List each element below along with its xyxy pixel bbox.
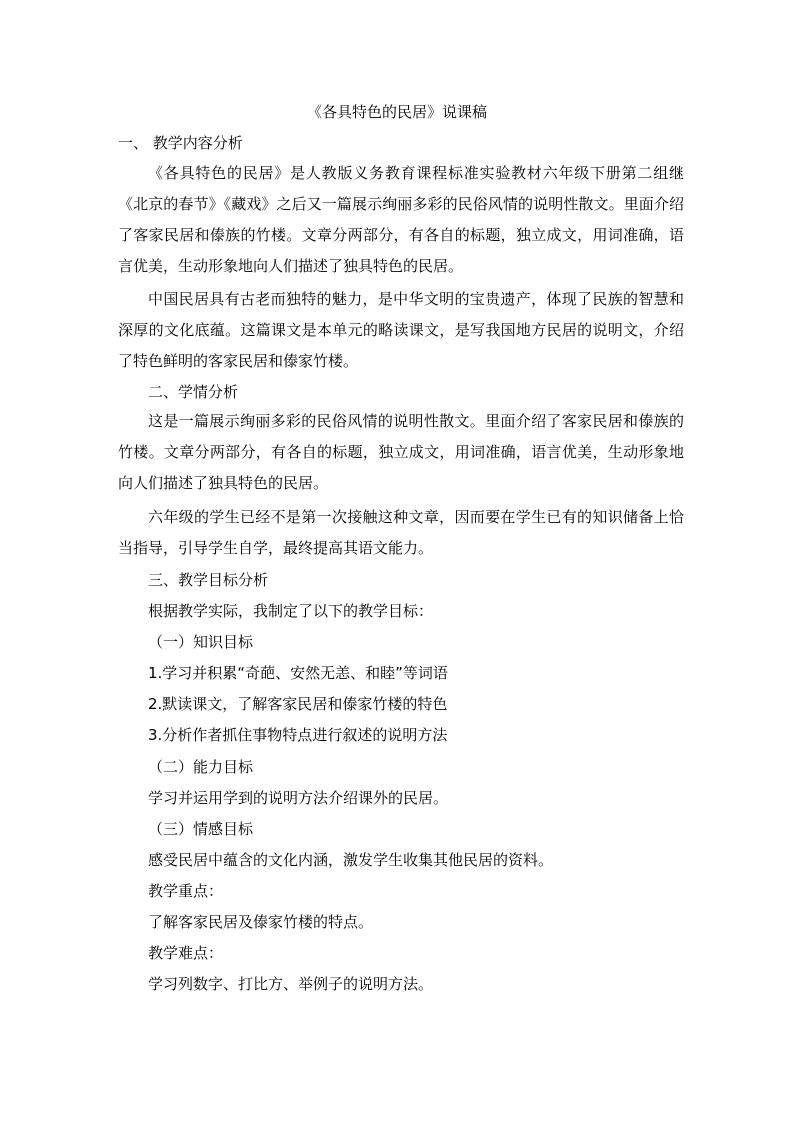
- paragraph-folk-houses: 中国民居具有古老而独特的魅力，是中华文明的宝贵遗产，体现了民族的智慧和深厚的文化底蕴。这篇课文是本单元的略读课文，是写我国地方民居的说明文，介绍了特色鲜明的客家民居和傣家竹楼。: [118, 290, 684, 370]
- paragraph-learner-1: 这是一篇展示绚丽多彩的民俗风情的说明性散文。里面介绍了客家民居和傣族的竹楼。文章分两部分，有各自的标题，独立成文，用词准确，语言优美，生动形象地向人们描述了独具特色的民居。: [118, 412, 684, 492]
- difficulty-label: 教学难点：: [148, 944, 224, 962]
- key-point-text: 了解客家民居及傣家竹楼的特点。: [148, 913, 374, 931]
- knowledge-goals-heading: （一）知识目标: [148, 633, 254, 651]
- knowledge-goal-item: 2.默读课文，了解客家民居和傣家竹楼的特色: [148, 695, 448, 713]
- ability-goals-heading: （二）能力目标: [148, 758, 254, 776]
- difficulty-text: 学习列数字、打比方、举例子的说明方法。: [148, 975, 434, 993]
- emotion-goal-text: 感受民居中蕴含的文化内涵，激发学生收集其他民居的资料。: [148, 851, 554, 869]
- knowledge-goal-item: 3.分析作者抓住事物特点进行叙述的说明方法: [148, 726, 448, 744]
- objectives-intro: 根据教学实际，我制定了以下的教学目标：: [148, 602, 434, 620]
- section-heading-learner-analysis: 二、学情分析: [148, 383, 239, 401]
- emotion-goals-heading: （三）情感目标: [148, 820, 254, 838]
- section-heading-content-analysis: 一、 教学内容分析: [118, 134, 243, 152]
- ability-goal-text: 学习并运用学到的说明方法介绍课外的民居。: [148, 789, 449, 807]
- document-title: 《各具特色的民居》说课稿: [306, 103, 487, 121]
- knowledge-goal-item: 1.学习并积累“奇葩、安然无恙、和睦”等词语: [148, 664, 448, 682]
- paragraph-learner-2: 六年级的学生已经不是第一次接触这种文章，因而要在学生已有的知识储备上恰当指导，引导学生自学，最终提高其语文能力。: [118, 508, 684, 557]
- key-point-label: 教学重点：: [148, 882, 224, 900]
- paragraph-intro: 《各具特色的民居》是人教版义务教育课程标准实验教材六年级下册第二组继《北京的春节》《藏戏》之后又一篇展示绚丽多彩的民俗风情的说明性散文。里面介绍了客家民居和傣族的竹楼。文章分两部分，有各自的标题，独立成文，用词准确，语言优美，生动形象地向人们描述了独具特色的民居。: [118, 164, 684, 275]
- section-heading-objectives: 三、教学目标分析: [148, 571, 269, 589]
